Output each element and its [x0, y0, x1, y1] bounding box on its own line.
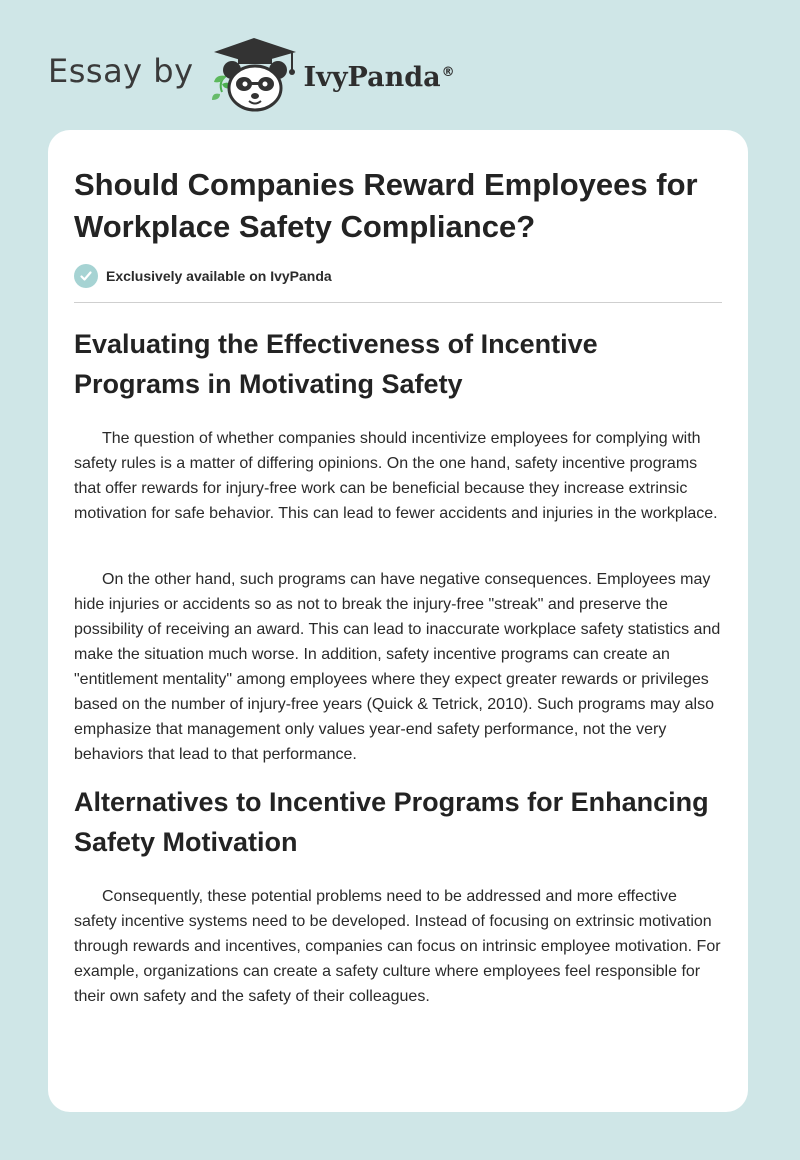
paragraph: Consequently, these potential problems need to be addressed and more effective safety incentive systems need to be developed. Instead of focusing on extrinsic motivation through rewards and incentives, companies can focus on intrinsic employee motivation. For example, organizations can create a safety culture where employees feel responsible for their own safety and the safety of their colleagues. — [74, 888, 721, 1005]
exclusive-badge — [74, 264, 332, 288]
registered-mark: ® — [441, 64, 455, 80]
essay-title: Should Companies Reward Employees for Workplace Safety Compliance? — [74, 167, 698, 244]
paragraph: On the other hand, such programs can have negative consequences. Employees may hide injuries or accidents so as not to break the injury-free "streak" and preserve the possibility of receiving an award. This can lead to inaccurate workplace safety statistics and make the situation much worse. In addition, safety incentive programs can create an "entitlement mentality" among employees where they expect greater rewards or privileges based on the number of injury-free years (Quick & Tetrick, 2010). Such programs may also emphasize that management only values year-end safety performance, not the very behaviors that lead to that performance. — [74, 571, 721, 763]
brand-header — [48, 34, 455, 114]
exclusive-badge-text: Exclusively available on IvyPanda — [106, 268, 332, 284]
check-circle-icon — [74, 264, 98, 288]
brand-essay-by: Essay by — [48, 52, 194, 90]
brand-name: IvyPanda® — [303, 61, 455, 93]
essay-card — [48, 130, 748, 1112]
paragraph: The question of whether companies should incentivize employees for complying with safety rules is a matter of differing opinions. On the one hand, safety incentive programs that offer rewards for injury-free work can be beneficial because they increase extrinsic motivation for safe behavior. This can lead to fewer accidents and injuries in the workplace. — [74, 430, 718, 522]
section-heading: Alternatives to Incentive Programs for Enhancing Safety Motivation — [74, 787, 709, 857]
panda-logo-icon — [208, 34, 300, 114]
divider — [74, 302, 722, 303]
section-heading: Evaluating the Effectiveness of Incentive Programs in Motivating Safety — [74, 329, 598, 399]
